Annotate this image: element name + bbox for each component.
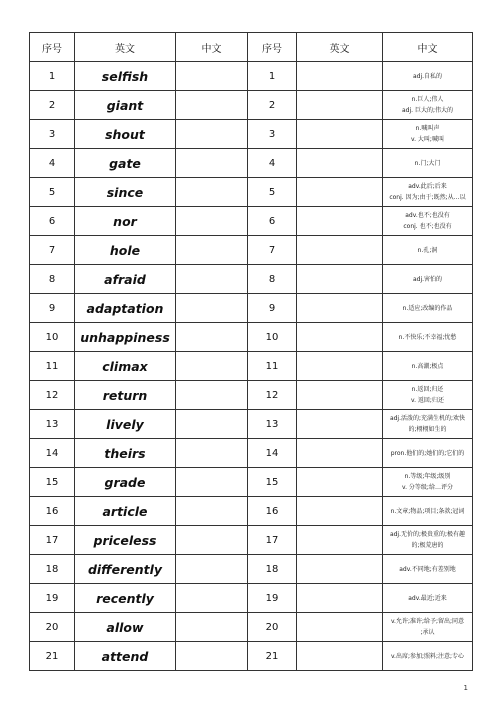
- english-answer-blank[interactable]: [297, 207, 383, 236]
- chinese-meaning-line: adj.自私的: [412, 72, 443, 80]
- english-answer-blank[interactable]: [297, 120, 383, 149]
- chinese-answer-blank[interactable]: [176, 439, 248, 468]
- row-index-2: 14: [248, 439, 297, 468]
- chinese-meaning: [383, 236, 473, 265]
- chinese-meaning-line: v. 返回;归还: [411, 397, 444, 404]
- chinese-meaning: [383, 91, 473, 120]
- english-answer-blank[interactable]: [297, 613, 383, 642]
- table-row: [30, 236, 473, 265]
- chinese-meaning-line: n.不快乐;不幸福;忧愁: [398, 333, 457, 341]
- row-index: 20: [30, 613, 75, 642]
- row-index: 14: [30, 439, 75, 468]
- row-index: 16: [30, 497, 75, 526]
- row-index-2: 6: [248, 207, 297, 236]
- table-row: [30, 62, 473, 91]
- vocabulary-sheet: [29, 32, 473, 671]
- header-english: 英文: [75, 33, 176, 62]
- english-answer-blank[interactable]: [297, 584, 383, 613]
- english-word: selfish: [75, 62, 176, 91]
- chinese-answer-blank[interactable]: [176, 178, 248, 207]
- english-word: lively: [75, 410, 176, 439]
- chinese-meaning: [383, 294, 473, 323]
- chinese-answer-blank[interactable]: [176, 468, 248, 497]
- row-index-2: 21: [248, 642, 297, 671]
- table-row: [30, 207, 473, 236]
- english-answer-blank[interactable]: [297, 381, 383, 410]
- table-row: [30, 265, 473, 294]
- table-row: [30, 381, 473, 410]
- chinese-meaning: [383, 584, 473, 613]
- english-word: adaptation: [75, 294, 176, 323]
- header-row: [30, 33, 473, 62]
- chinese-answer-blank[interactable]: [176, 497, 248, 526]
- english-word: afraid: [75, 265, 176, 294]
- table-row: [30, 352, 473, 381]
- chinese-answer-blank[interactable]: [176, 352, 248, 381]
- english-answer-blank[interactable]: [297, 468, 383, 497]
- english-answer-blank[interactable]: [297, 294, 383, 323]
- row-index-2: 4: [248, 149, 297, 178]
- chinese-meaning-line: v.允许;准许;给予;留出;同意: [390, 618, 465, 625]
- english-word: allow: [75, 613, 176, 642]
- row-index: 1: [30, 62, 75, 91]
- row-index: 8: [30, 265, 75, 294]
- row-index: 21: [30, 642, 75, 671]
- chinese-meaning-line: n.文章;物品;项目;条款;冠词: [390, 507, 465, 515]
- chinese-meaning-line: v. 大叫;喊叫: [411, 136, 444, 143]
- chinese-answer-blank[interactable]: [176, 62, 248, 91]
- english-answer-blank[interactable]: [297, 149, 383, 178]
- chinese-answer-blank[interactable]: [176, 613, 248, 642]
- chinese-meaning-line: adj.害怕的: [412, 275, 443, 283]
- chinese-meaning-line: adv.也不;也没有: [405, 212, 450, 219]
- chinese-meaning-line: adv.此后;后来: [408, 183, 447, 190]
- row-index: 3: [30, 120, 75, 149]
- chinese-meaning: [383, 352, 473, 381]
- row-index: 4: [30, 149, 75, 178]
- chinese-meaning: [383, 178, 473, 207]
- chinese-meaning-line: n.适应;改编的作品: [402, 304, 453, 312]
- english-answer-blank[interactable]: [297, 62, 383, 91]
- chinese-meaning: [383, 207, 473, 236]
- chinese-answer-blank[interactable]: [176, 294, 248, 323]
- english-word: theirs: [75, 439, 176, 468]
- row-index: 2: [30, 91, 75, 120]
- english-word: giant: [75, 91, 176, 120]
- english-answer-blank[interactable]: [297, 555, 383, 584]
- chinese-meaning: [383, 439, 473, 468]
- header-chinese-2: 中文: [383, 33, 473, 62]
- chinese-answer-blank[interactable]: [176, 120, 248, 149]
- row-index-2: 15: [248, 468, 297, 497]
- chinese-meaning-line: pron.他们的;她们的;它们的: [390, 449, 465, 457]
- chinese-meaning-line: conj. 也不;也没有: [403, 223, 452, 230]
- row-index-2: 1: [248, 62, 297, 91]
- row-index-2: 19: [248, 584, 297, 613]
- row-index-2: 8: [248, 265, 297, 294]
- chinese-answer-blank[interactable]: [176, 381, 248, 410]
- chinese-answer-blank[interactable]: [176, 584, 248, 613]
- table-row: [30, 526, 473, 555]
- chinese-meaning: [383, 120, 473, 149]
- chinese-meaning: [383, 468, 473, 497]
- chinese-answer-blank[interactable]: [176, 265, 248, 294]
- row-index-2: 18: [248, 555, 297, 584]
- english-word: hole: [75, 236, 176, 265]
- table-row: [30, 555, 473, 584]
- english-word: shout: [75, 120, 176, 149]
- row-index-2: 11: [248, 352, 297, 381]
- chinese-answer-blank[interactable]: [176, 207, 248, 236]
- header-english-2: 英文: [297, 33, 383, 62]
- chinese-answer-blank[interactable]: [176, 642, 248, 671]
- chinese-meaning-line: n.高潮;极点: [411, 362, 444, 370]
- english-word: unhappiness: [75, 323, 176, 352]
- row-index: 13: [30, 410, 75, 439]
- chinese-answer-blank[interactable]: [176, 91, 248, 120]
- english-word: since: [75, 178, 176, 207]
- row-index-2: 12: [248, 381, 297, 410]
- vocabulary-table: [29, 32, 473, 671]
- chinese-meaning-line: v.出席;参加;照料;注意;专心: [390, 652, 465, 660]
- chinese-meaning-line: adv.最近;近来: [408, 594, 447, 602]
- english-word: grade: [75, 468, 176, 497]
- page-number: 1: [463, 684, 468, 692]
- english-answer-blank[interactable]: [297, 91, 383, 120]
- chinese-meaning: [383, 265, 473, 294]
- english-word: article: [75, 497, 176, 526]
- row-index: 15: [30, 468, 75, 497]
- row-index-2: 2: [248, 91, 297, 120]
- table-row: [30, 642, 473, 671]
- chinese-meaning-line: 的;极荒唐的: [411, 542, 444, 549]
- chinese-meaning-line: ;承认: [420, 629, 435, 636]
- row-index: 10: [30, 323, 75, 352]
- chinese-meaning: [383, 62, 473, 91]
- row-index: 5: [30, 178, 75, 207]
- table-row: [30, 149, 473, 178]
- row-index: 6: [30, 207, 75, 236]
- chinese-meaning: [383, 613, 473, 642]
- chinese-answer-blank[interactable]: [176, 410, 248, 439]
- row-index-2: 9: [248, 294, 297, 323]
- english-word: gate: [75, 149, 176, 178]
- english-word: climax: [75, 352, 176, 381]
- english-word: priceless: [75, 526, 176, 555]
- row-index: 7: [30, 236, 75, 265]
- row-index: 9: [30, 294, 75, 323]
- english-answer-blank[interactable]: [297, 352, 383, 381]
- english-word: nor: [75, 207, 176, 236]
- table-row: [30, 323, 473, 352]
- chinese-meaning-line: conj. 因为;由于;既然;从…以: [389, 194, 466, 201]
- row-index-2: 13: [248, 410, 297, 439]
- row-index: 11: [30, 352, 75, 381]
- chinese-answer-blank[interactable]: [176, 149, 248, 178]
- chinese-answer-blank[interactable]: [176, 323, 248, 352]
- chinese-meaning: [383, 555, 473, 584]
- chinese-meaning-line: n.门;大门: [414, 159, 441, 167]
- header-index-2: 序号: [248, 33, 297, 62]
- chinese-meaning-line: n.巨人;伟人: [411, 96, 444, 103]
- chinese-meaning-line: n.返回;归还: [411, 386, 444, 393]
- chinese-meaning: [383, 323, 473, 352]
- chinese-meaning: [383, 642, 473, 671]
- chinese-meaning: [383, 381, 473, 410]
- english-answer-blank[interactable]: [297, 410, 383, 439]
- chinese-meaning: [383, 149, 473, 178]
- english-answer-blank[interactable]: [297, 642, 383, 671]
- row-index-2: 7: [248, 236, 297, 265]
- table-row: [30, 584, 473, 613]
- chinese-meaning-line: n.等级;年级;级别: [404, 473, 451, 480]
- chinese-answer-blank[interactable]: [176, 526, 248, 555]
- row-index: 19: [30, 584, 75, 613]
- table-row: [30, 410, 473, 439]
- table-row: [30, 613, 473, 642]
- table-row: [30, 91, 473, 120]
- english-answer-blank[interactable]: [297, 439, 383, 468]
- row-index-2: 20: [248, 613, 297, 642]
- row-index-2: 16: [248, 497, 297, 526]
- table-row: [30, 178, 473, 207]
- chinese-meaning-line: adj.无价的;极贵重的;极有趣: [389, 531, 466, 538]
- row-index: 17: [30, 526, 75, 555]
- chinese-meaning: [383, 497, 473, 526]
- row-index: 18: [30, 555, 75, 584]
- table-row: [30, 120, 473, 149]
- header-chinese: 中文: [176, 33, 248, 62]
- row-index-2: 5: [248, 178, 297, 207]
- english-answer-blank[interactable]: [297, 497, 383, 526]
- chinese-meaning-line: adv.不同地;有差别地: [399, 565, 456, 573]
- chinese-meaning-line: n.孔;洞: [417, 246, 438, 254]
- english-answer-blank[interactable]: [297, 526, 383, 555]
- english-answer-blank[interactable]: [297, 265, 383, 294]
- row-index-2: 3: [248, 120, 297, 149]
- english-answer-blank[interactable]: [297, 236, 383, 265]
- english-answer-blank[interactable]: [297, 178, 383, 207]
- chinese-answer-blank[interactable]: [176, 555, 248, 584]
- row-index-2: 17: [248, 526, 297, 555]
- header-index: 序号: [30, 33, 75, 62]
- english-word: attend: [75, 642, 176, 671]
- chinese-meaning-line: n.喊叫声: [415, 125, 440, 132]
- chinese-meaning: [383, 526, 473, 555]
- english-word: recently: [75, 584, 176, 613]
- table-row: [30, 497, 473, 526]
- english-word: differently: [75, 555, 176, 584]
- table-row: [30, 294, 473, 323]
- chinese-meaning-line: v. 分等级;给…评分: [402, 484, 453, 491]
- chinese-answer-blank[interactable]: [176, 236, 248, 265]
- table-row: [30, 439, 473, 468]
- chinese-meaning: [383, 410, 473, 439]
- chinese-meaning-line: adj.活泼的;充满生机的;欢快: [389, 415, 466, 422]
- row-index: 12: [30, 381, 75, 410]
- chinese-meaning-line: adj. 巨大的;伟大的: [402, 107, 453, 114]
- row-index-2: 10: [248, 323, 297, 352]
- table-row: [30, 468, 473, 497]
- chinese-meaning-line: 的;栩栩如生的: [408, 426, 447, 433]
- english-word: return: [75, 381, 176, 410]
- english-answer-blank[interactable]: [297, 323, 383, 352]
